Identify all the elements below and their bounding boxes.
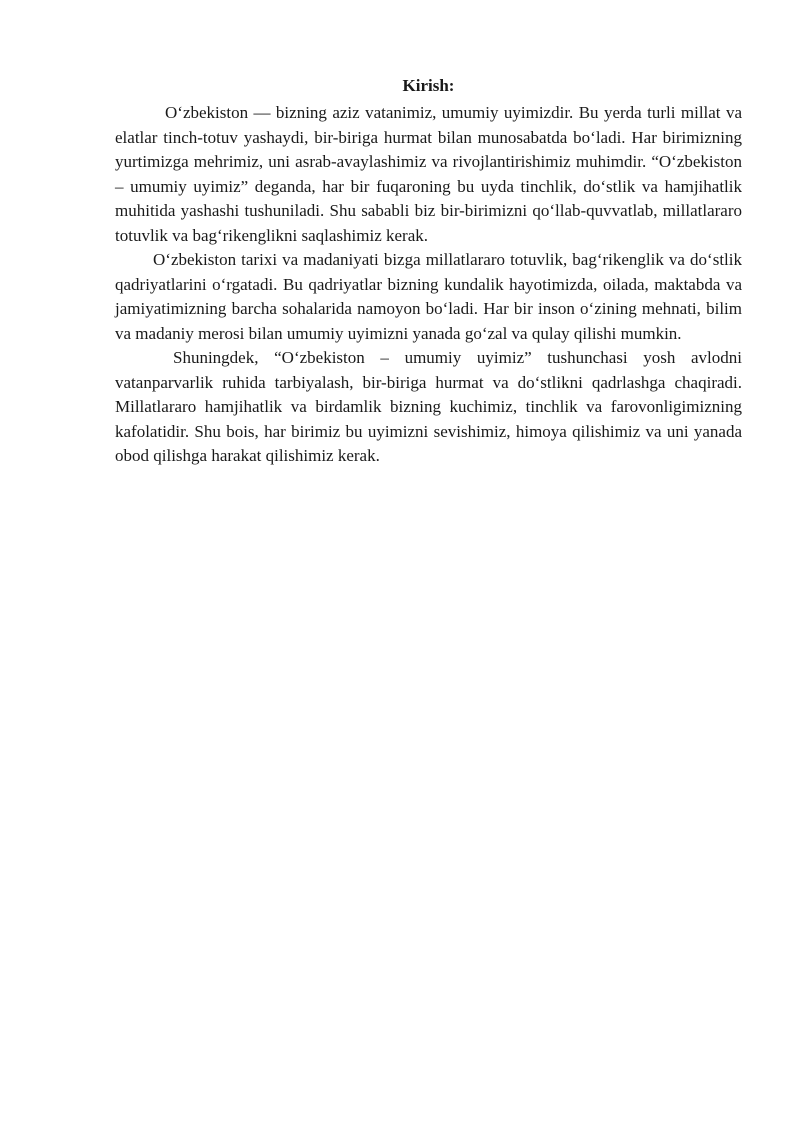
document-page bbox=[115, 74, 742, 469]
paragraph-3: Shuningdek, “O‘zbekiston – umumiy uyimiz” tushunchasi yosh avlodni vatanparvarlik ruhida tarbiyalash, bir-biriga hurmat va do‘stlikni qadrlashga chaqiradi. Millatlararo hamjihatlik va birdamlik bizning kuchimiz, tinchlik va farovonligimizning kafolatidir. Shu bois, har birimiz bu uyimizni sevishimiz, himoya qilishimiz va uni yanada obod qilishga harakat qilishimiz kerak. bbox=[115, 348, 742, 465]
document-title: Kirish: bbox=[402, 76, 455, 95]
paragraph-2: O‘zbekiston tarixi va madaniyati bizga millatlararo totuvlik, bag‘rikenglik va do‘stlik qadriyatlarini o‘rgatadi. Bu qadriyatlar bizning kundalik hayotimizda, oilada, maktabda va jamiyatimizning barcha sohalarida namoyon bo‘ladi. Har bir inson o‘zining mehnati, bilim va madaniy merosi bilan umumiy uyimizni yanada go‘zal va qulay qilishi mumkin. bbox=[115, 250, 742, 343]
paragraph-1: O‘zbekiston — bizning aziz vatanimiz, umumiy uyimizdir. Bu yerda turli millat va elatlar tinch-totuv yashaydi, bir-biriga hurmat bilan munosabatda bo‘ladi. Har birimizning yurtimizga mehrimiz, uni asrab-avaylashimiz va rivojlantirishimiz muhimdir. “O‘zbekiston – umumiy uyimiz” deganda, har bir fuqaroning bu uyda tinchlik, do‘stlik va hamjihatlik muhitida yashashi tushuniladi. Shu sababli biz bir-birimizni qo‘llab-quvvatlab, millatlararo totuvlik va bag‘rikenglikni saqlashimiz kerak. bbox=[115, 103, 742, 245]
